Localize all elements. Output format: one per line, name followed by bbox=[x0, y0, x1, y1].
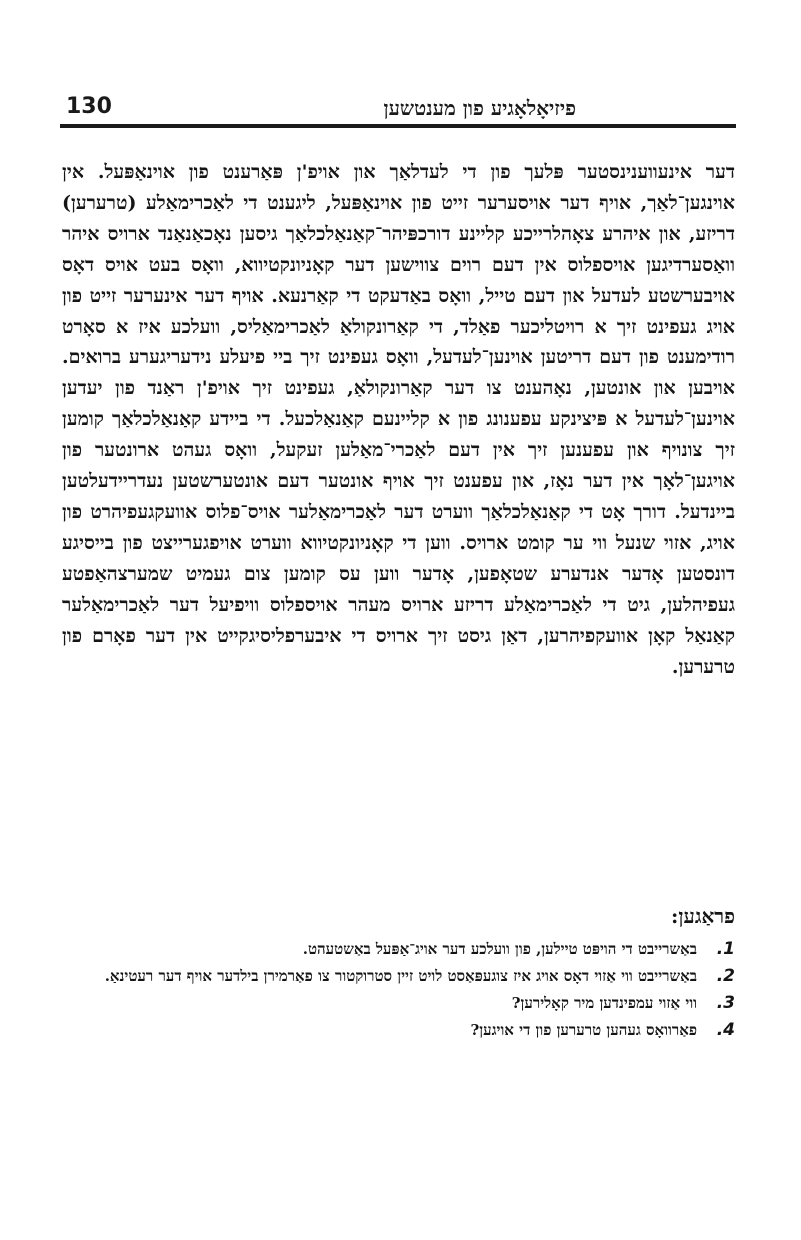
question-item bbox=[62, 937, 735, 962]
page-number: 130 bbox=[66, 94, 112, 119]
question-item bbox=[62, 991, 735, 1016]
question-number: 2. bbox=[716, 966, 735, 986]
question-number: 3. bbox=[716, 993, 735, 1013]
question-item bbox=[62, 1018, 735, 1043]
question-text: באַשרייבט די הויפּט טיילען, פון וועלכע דער אויג־אַפּעל באַשטעהט. bbox=[302, 940, 697, 958]
body-paragraph: דער אינעווענינסטער פּלעך פון די לעדלאַך און אויפ'ן פּאַרענט פון אוינאַפּעל. אין אוינגען־לאַך, אויף דער אויסערער זייט פון אוינאַפּעל, ליגענט די לאַכרימאַלע (טרערען) דריזע, און איהרע צאָהלרייכע קליינע דורכפּיהר־קאַנאַלכלאַך גיסען נאָכאַנאַנד ארויס איהר וואַסערדיגען אויספלוס אין דעם רוים צווישען דער קאָניונקטיווא, וואָס בעט אויס דאָס אויבערשטע לעדעל און דעם טייל, וואָס באַדעקט די קאַרנעא. אויף דער אינערער זייט פון אויג געפינט זיך א רויטליכער פאַלד, די קאַרונקולאַ לאַכרימאַליס, וועלכע איז א סאָרט רודימענט פון דעם דריטען אוינען־לעדעל, וואָס געפינט זיך ביי פיעלע נידעריגערע ברואים. אויבען און אונטען, נאָהענט צו דער קאַרונקולאַ, געפינט זיך אויפ'ן ראַנד פון יעדען אוינען־לעדעל א פּיצינקע עפענונג פון א קליינעם קאַנאַלכעל. די ביידע קאַנאַלכלאַך קומען זיך צונויף און עפענען זיך אין דעם לאַכרי־מאַלען זעקעל, וואָס געהט ארונטער פון אויגען־לאָך אין דער נאָז, און עפענט זיך אויף אונטער דעם אונטערשטען נעדריידעלטען ביינדעל. דורך אָט די קאַנאַלכלאַך ווערט דער לאַכרימאַלער אויס־פלוס אוועקגעפיהרט פון אויג, אזוי שנעל ווי ער קומט ארויס. ווען די קאָניונקטיווא ווערט אויפגערייצט פון בייסיגע דונסטען אָדער אנדערע שטאָפען, אָדער ווען עס קומען צום געמיט שמערצהאַפטע געפיהלען, גיט די לאַכרימאַלע דריזע ארויס מעהר אויספלוס וויפיעל דער לאַכרימאַלער קאַנאַל קאָן אוועקפיהרען, דאַן גיסט זיך ארויס די איבערפליסיגקייט אין דער פאָרם פון טרערען. bbox=[62, 161, 735, 678]
page-header bbox=[60, 92, 736, 132]
question-text: פאַרוואָס געהען טרערען פון די אויגען? bbox=[470, 1021, 697, 1039]
questions-heading: פראַגען: bbox=[671, 904, 735, 928]
running-head: פיזיאָלאָגיע פון מענטשען bbox=[383, 96, 576, 120]
question-item bbox=[62, 964, 735, 989]
question-text: ווי אַזוי עמפינדען מיר קאָלירען? bbox=[511, 994, 697, 1012]
questions-section bbox=[62, 904, 735, 1045]
questions-list bbox=[62, 937, 735, 1043]
body-paragraph-block bbox=[62, 157, 735, 682]
question-number: 4. bbox=[716, 1020, 735, 1040]
question-number: 1. bbox=[716, 939, 735, 959]
question-text: באַשרייבט ווי אַזוי דאָס אויג איז צוגעפּאַסט לויט זיין סטרוקטור צו פאַרמירן בילדער אויף דער רעטינאַ. bbox=[104, 967, 697, 985]
header-rule bbox=[60, 124, 736, 128]
